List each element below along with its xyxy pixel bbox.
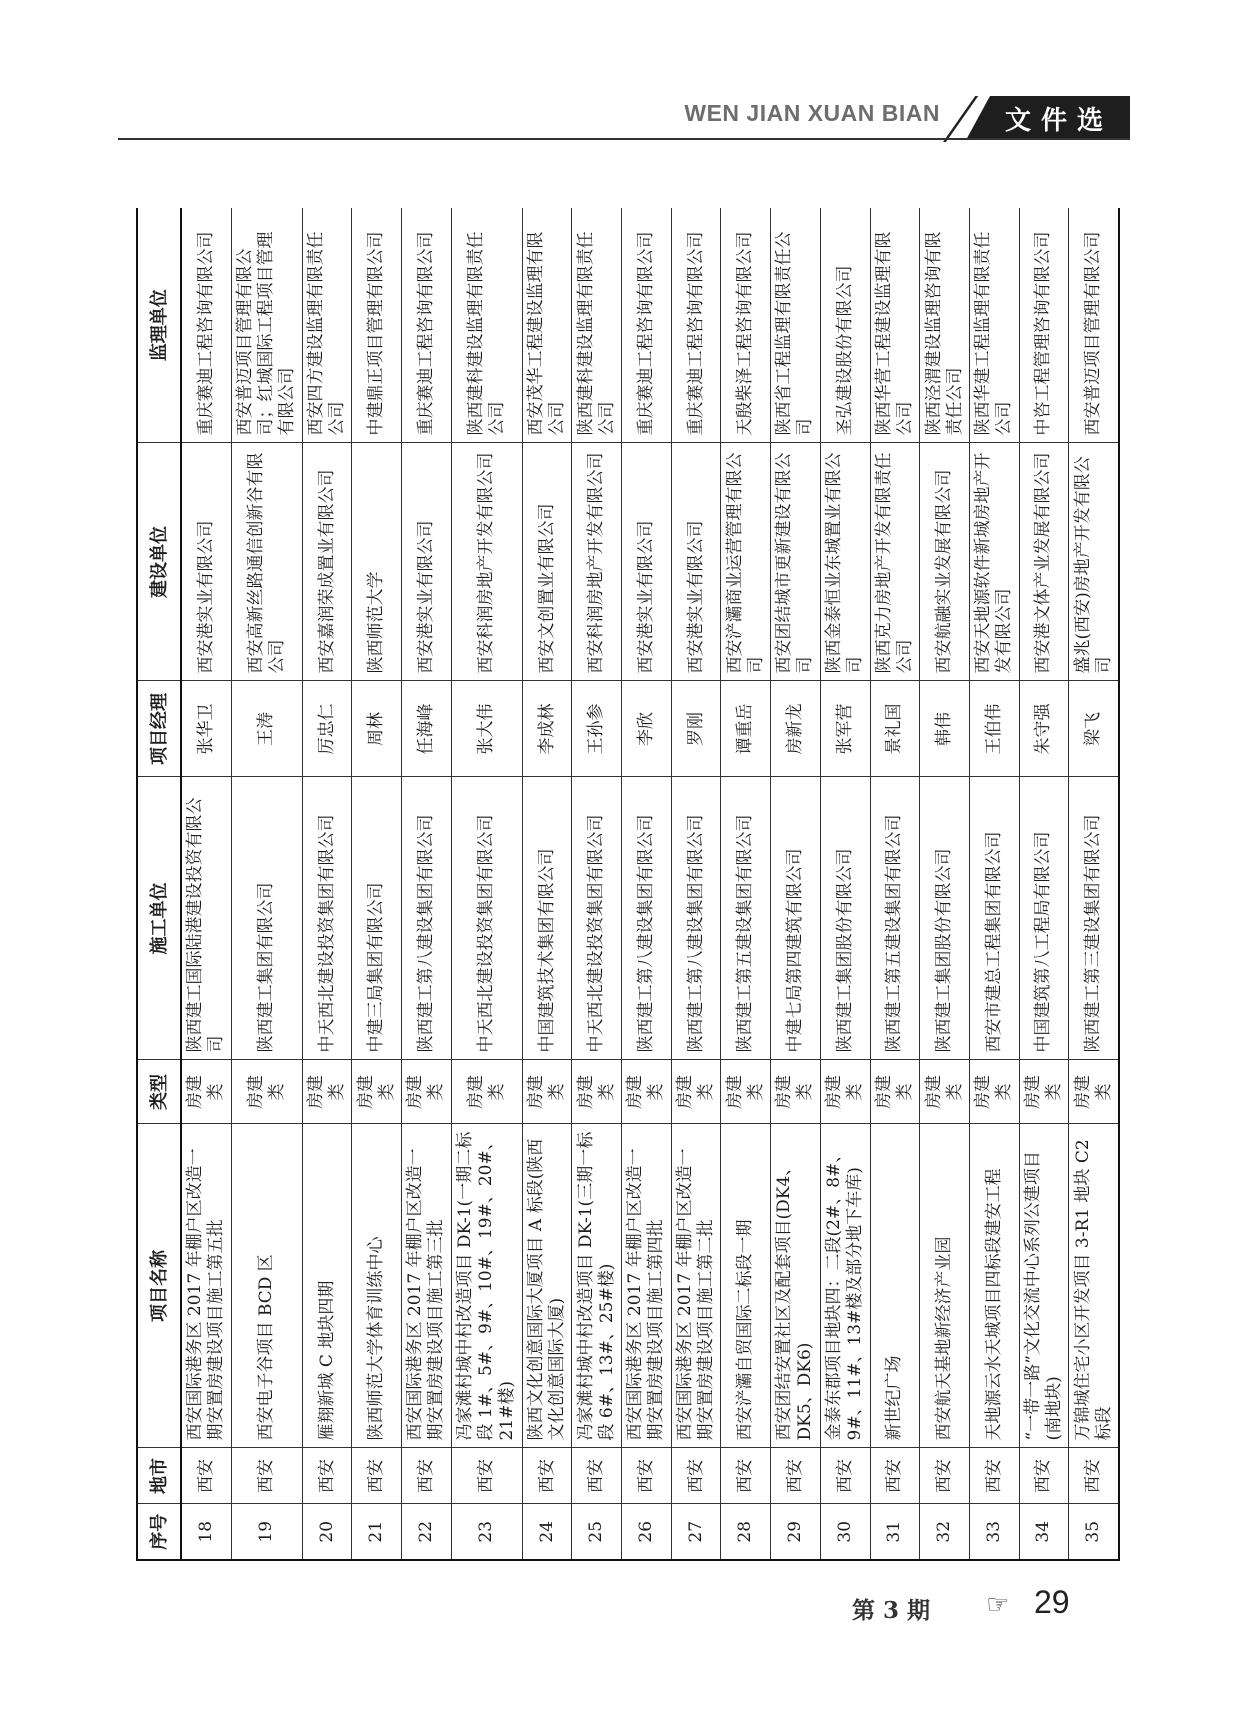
col-header-manager: 项目经理 (137, 681, 181, 777)
col-header-no: 序号 (137, 1504, 181, 1560)
cell-supervisor: 陕西建科建设监理有限责任公司 (451, 208, 522, 443)
cell-owner: 陕西金泰恒业东城置业有限公司 (820, 443, 870, 681)
cell-type: 房建类 (721, 1060, 771, 1124)
cell-supervisor: 西安茂华工程建设监理有限公司 (522, 208, 572, 443)
cell-type: 房建类 (522, 1060, 572, 1124)
cell-project: 陕西文化创意国际大厦项目 A 标段(陕西文化创意国际大厦) (522, 1124, 572, 1448)
cell-project: 西安国际港务区 2017 年棚户区改造一期安置房建设项目施工第二批 (671, 1124, 721, 1448)
cell-owner: 陕西师范大学 (352, 443, 402, 681)
cell-city: 西安 (969, 1448, 1019, 1504)
col-header-city: 地市 (137, 1448, 181, 1504)
cell-contractor: 陕西建工第三建设集团有限公司 (1069, 777, 1119, 1060)
table-body (181, 208, 1119, 1560)
cell-project: 西安电子谷项目 BCD 区 (231, 1124, 302, 1448)
cell-supervisor: 陕西泾渭建设监理咨询有限责任公司 (920, 208, 970, 443)
cell-type: 房建类 (870, 1060, 920, 1124)
cell-project: 西安国际港务区 2017 年棚户区改造一期安置房建设项目施工第三批 (402, 1124, 452, 1448)
cell-manager: 任海峰 (402, 681, 452, 777)
col-header-supervisor: 监理单位 (137, 208, 181, 443)
cell-type: 房建类 (572, 1060, 622, 1124)
cell-contractor: 中国建筑技术集团有限公司 (522, 777, 572, 1060)
table-row (671, 208, 721, 1560)
table-row (302, 208, 352, 1560)
pointing-hand-icon: ☞ (986, 1590, 1010, 1620)
table-row (522, 208, 572, 1560)
cell-owner: 西安航融实业发展有限公司 (920, 443, 970, 681)
col-header-contractor: 施工单位 (137, 777, 181, 1060)
col-header-project: 项目名称 (137, 1124, 181, 1448)
cell-no: 22 (402, 1504, 452, 1560)
table-row (1019, 208, 1069, 1560)
cell-city: 西安 (671, 1448, 721, 1504)
table-header-row (137, 208, 181, 1560)
cell-owner: 西安港实业有限公司 (181, 443, 231, 681)
cell-supervisor: 陕西建科建设监理有限责任公司 (572, 208, 622, 443)
cell-no: 26 (622, 1504, 672, 1560)
table-row (721, 208, 771, 1560)
cell-owner: 西安科润房地产开发有限公司 (451, 443, 522, 681)
cell-owner: 陕西克力房地产开发有限责任公司 (870, 443, 920, 681)
table-row (231, 208, 302, 1560)
cell-contractor: 陕西建工集团有限公司 (231, 777, 302, 1060)
col-header-type: 类型 (137, 1060, 181, 1124)
cell-manager: 罗刚 (671, 681, 721, 777)
cell-type: 房建类 (1019, 1060, 1069, 1124)
cell-no: 25 (572, 1504, 622, 1560)
cell-owner: 西安高新丝路通信创新谷有限公司 (231, 443, 302, 681)
table-row (1069, 208, 1119, 1560)
cell-contractor: 中国建筑第八工程局有限公司 (1019, 777, 1069, 1060)
cell-manager: 李成林 (522, 681, 572, 777)
cell-city: 西安 (302, 1448, 352, 1504)
cell-no: 18 (181, 1504, 231, 1560)
cell-no: 23 (451, 1504, 522, 1560)
cell-project: 新世纪广场 (870, 1124, 920, 1448)
cell-owner: 西安嘉润荣成置业有限公司 (302, 443, 352, 681)
cell-manager: 王伯伟 (969, 681, 1019, 777)
cell-type: 房建类 (920, 1060, 970, 1124)
cell-contractor: 中建七局第四建筑有限公司 (771, 777, 821, 1060)
cell-project: 雁翔新城 C 地块四期 (302, 1124, 352, 1448)
cell-manager: 谭重岳 (721, 681, 771, 777)
table-row (352, 208, 402, 1560)
cell-city: 西安 (622, 1448, 672, 1504)
cell-contractor: 陕西建工国际陆港建设投资有限公司 (181, 777, 231, 1060)
cell-contractor: 陕西建工第八建设集团有限公司 (671, 777, 721, 1060)
cell-contractor: 陕西建工第八建设集团有限公司 (622, 777, 672, 1060)
cell-supervisor: 中建鼎正项目管理有限公司 (352, 208, 402, 443)
project-table-wrapper (136, 208, 1120, 1561)
cell-type: 房建类 (622, 1060, 672, 1124)
header-title-en: WEN JIAN XUAN BIAN (684, 100, 940, 126)
table-row (181, 208, 231, 1560)
cell-contractor: 中建三局集团有限公司 (352, 777, 402, 1060)
cell-project: “一带一路”文化交流中心系列公建项目(南地块) (1019, 1124, 1069, 1448)
cell-city: 西安 (572, 1448, 622, 1504)
cell-type: 房建类 (402, 1060, 452, 1124)
cell-contractor: 中天西北建设投资集团有限公司 (451, 777, 522, 1060)
cell-owner: 西安港实业有限公司 (622, 443, 672, 681)
cell-owner: 盛兆(西安)房地产开发有限公司 (1069, 443, 1119, 681)
table-row (820, 208, 870, 1560)
cell-manager: 梁飞 (1069, 681, 1119, 777)
cell-contractor: 中天西北建设投资集团有限公司 (302, 777, 352, 1060)
cell-manager: 朱守强 (1019, 681, 1069, 777)
project-table-rotated (136, 208, 1120, 1561)
cell-supervisor: 西安四方建设监理有限责任公司 (302, 208, 352, 443)
cell-manager: 景礼国 (870, 681, 920, 777)
cell-city: 西安 (820, 1448, 870, 1504)
cell-city: 西安 (352, 1448, 402, 1504)
cell-type: 房建类 (181, 1060, 231, 1124)
table-row (402, 208, 452, 1560)
cell-project: 天地源云水天城项目四标段建安工程 (969, 1124, 1019, 1448)
cell-supervisor: 重庆赛迪工程咨询有限公司 (181, 208, 231, 443)
cell-no: 24 (522, 1504, 572, 1560)
cell-owner: 西安团结城市更新建设有限公司 (771, 443, 821, 681)
cell-city: 西安 (1019, 1448, 1069, 1504)
cell-city: 西安 (522, 1448, 572, 1504)
col-header-owner: 建设单位 (137, 443, 181, 681)
cell-no: 19 (231, 1504, 302, 1560)
cell-no: 33 (969, 1504, 1019, 1560)
cell-supervisor: 重庆赛迪工程咨询有限公司 (671, 208, 721, 443)
cell-type: 房建类 (451, 1060, 522, 1124)
cell-no: 30 (820, 1504, 870, 1560)
cell-project: 西安航天基地新经济产业园 (920, 1124, 970, 1448)
cell-manager: 王涛 (231, 681, 302, 777)
cell-contractor: 中天西北建设投资集团有限公司 (572, 777, 622, 1060)
cell-type: 房建类 (352, 1060, 402, 1124)
cell-manager: 张军营 (820, 681, 870, 777)
cell-project: 万锦城住宅小区开发项目 3-R1 地块 C2 标段 (1069, 1124, 1119, 1448)
cell-manager: 李欣 (622, 681, 672, 777)
cell-supervisor: 中咨工程管理咨询有限公司 (1019, 208, 1069, 443)
project-table (136, 208, 1120, 1561)
cell-supervisor: 陕西华建工程监理有限责任公司 (969, 208, 1019, 443)
table-row (969, 208, 1019, 1560)
cell-supervisor: 圣弘建设股份有限公司 (820, 208, 870, 443)
cell-manager: 张大伟 (451, 681, 522, 777)
cell-no: 21 (352, 1504, 402, 1560)
cell-project: 西安国际港务区 2017 年棚户区改造一期安置房建设项目施工第五批 (181, 1124, 231, 1448)
cell-type: 房建类 (1069, 1060, 1119, 1124)
header-rule (118, 138, 1130, 140)
cell-manager: 张华卫 (181, 681, 231, 777)
cell-no: 20 (302, 1504, 352, 1560)
cell-contractor: 陕西建工第八建设集团有限公司 (402, 777, 452, 1060)
cell-city: 西安 (870, 1448, 920, 1504)
cell-no: 27 (671, 1504, 721, 1560)
page-number: 29 (1034, 1584, 1070, 1620)
cell-contractor: 西安市建总工程集团有限公司 (969, 777, 1019, 1060)
cell-supervisor: 西安普迈项目管理有限公司 (1069, 208, 1119, 443)
cell-type: 房建类 (671, 1060, 721, 1124)
cell-manager: 房新龙 (771, 681, 821, 777)
cell-project: 冯家滩村城中村改造项目 DK-1(一期二标段 1#、5#、9#、10#、19#、20#、21#楼) (451, 1124, 522, 1448)
cell-city: 西安 (1069, 1448, 1119, 1504)
cell-project: 西安国际港务区 2017 年棚户区改造一期安置房建设项目施工第四批 (622, 1124, 672, 1448)
cell-owner: 西安港文体产业发展有限公司 (1019, 443, 1069, 681)
cell-owner: 西安天地源软件新城房地产开发有限公司 (969, 443, 1019, 681)
cell-contractor: 陕西建工第五建设集团有限公司 (870, 777, 920, 1060)
cell-supervisor: 重庆赛迪工程咨询有限公司 (622, 208, 672, 443)
table-row (920, 208, 970, 1560)
cell-owner: 西安文创置业有限公司 (522, 443, 572, 681)
cell-no: 35 (1069, 1504, 1119, 1560)
cell-manager: 周林 (352, 681, 402, 777)
table-row (572, 208, 622, 1560)
cell-no: 32 (920, 1504, 970, 1560)
cell-no: 29 (771, 1504, 821, 1560)
cell-city: 西安 (451, 1448, 522, 1504)
cell-no: 31 (870, 1504, 920, 1560)
cell-supervisor: 西安普迈项目管理有限公司；红城国际工程项目管理有限公司 (231, 208, 302, 443)
cell-supervisor: 陕西省工程监理有限责任公司 (771, 208, 821, 443)
cell-type: 房建类 (820, 1060, 870, 1124)
cell-city: 西安 (231, 1448, 302, 1504)
table-row (870, 208, 920, 1560)
cell-supervisor: 重庆赛迪工程咨询有限公司 (402, 208, 452, 443)
cell-supervisor: 陕西华营工程建设监理有限公司 (870, 208, 920, 443)
cell-owner: 西安浐灞商业运营管理有限公司 (721, 443, 771, 681)
cell-owner: 西安科润房地产开发有限公司 (572, 443, 622, 681)
cell-type: 房建类 (231, 1060, 302, 1124)
cell-city: 西安 (721, 1448, 771, 1504)
table-row (451, 208, 522, 1560)
cell-owner: 西安港实业有限公司 (402, 443, 452, 681)
cell-project: 冯家滩村城中村改造项目 DK-1(三期一标段 6#、13#、25#楼) (572, 1124, 622, 1448)
cell-project: 西安团结安置社区及配套项目(DK4、DK5、DK6) (771, 1124, 821, 1448)
cell-city: 西安 (920, 1448, 970, 1504)
cell-contractor: 陕西建工集团股份有限公司 (920, 777, 970, 1060)
cell-manager: 厉忠仁 (302, 681, 352, 777)
table-row (771, 208, 821, 1560)
cell-project: 西安浐灞自贸国际二标段一期 (721, 1124, 771, 1448)
issue-number: 第 3 期 (852, 1597, 931, 1624)
cell-manager: 王孙参 (572, 681, 622, 777)
cell-city: 西安 (402, 1448, 452, 1504)
table-row (622, 208, 672, 1560)
header-title-cn: 文件选编 (1004, 106, 1113, 173)
cell-city: 西安 (771, 1448, 821, 1504)
cell-no: 34 (1019, 1504, 1069, 1560)
cell-owner: 西安港实业有限公司 (671, 443, 721, 681)
cell-city: 西安 (181, 1448, 231, 1504)
cell-project: 金泰东郡项目地块四：二段(2#、8#、9#、11#、13#楼及部分地下车库) (820, 1124, 870, 1448)
cell-type: 房建类 (771, 1060, 821, 1124)
cell-manager: 韩伟 (920, 681, 970, 777)
cell-no: 28 (721, 1504, 771, 1560)
cell-contractor: 陕西建工第五建设集团有限公司 (721, 777, 771, 1060)
cell-type: 房建类 (302, 1060, 352, 1124)
cell-project: 陕西师范大学体育训练中心 (352, 1124, 402, 1448)
cell-contractor: 陕西建工集团股份有限公司 (820, 777, 870, 1060)
cell-type: 房建类 (969, 1060, 1019, 1124)
cell-supervisor: 天殷柴泽工程咨询有限公司 (721, 208, 771, 443)
